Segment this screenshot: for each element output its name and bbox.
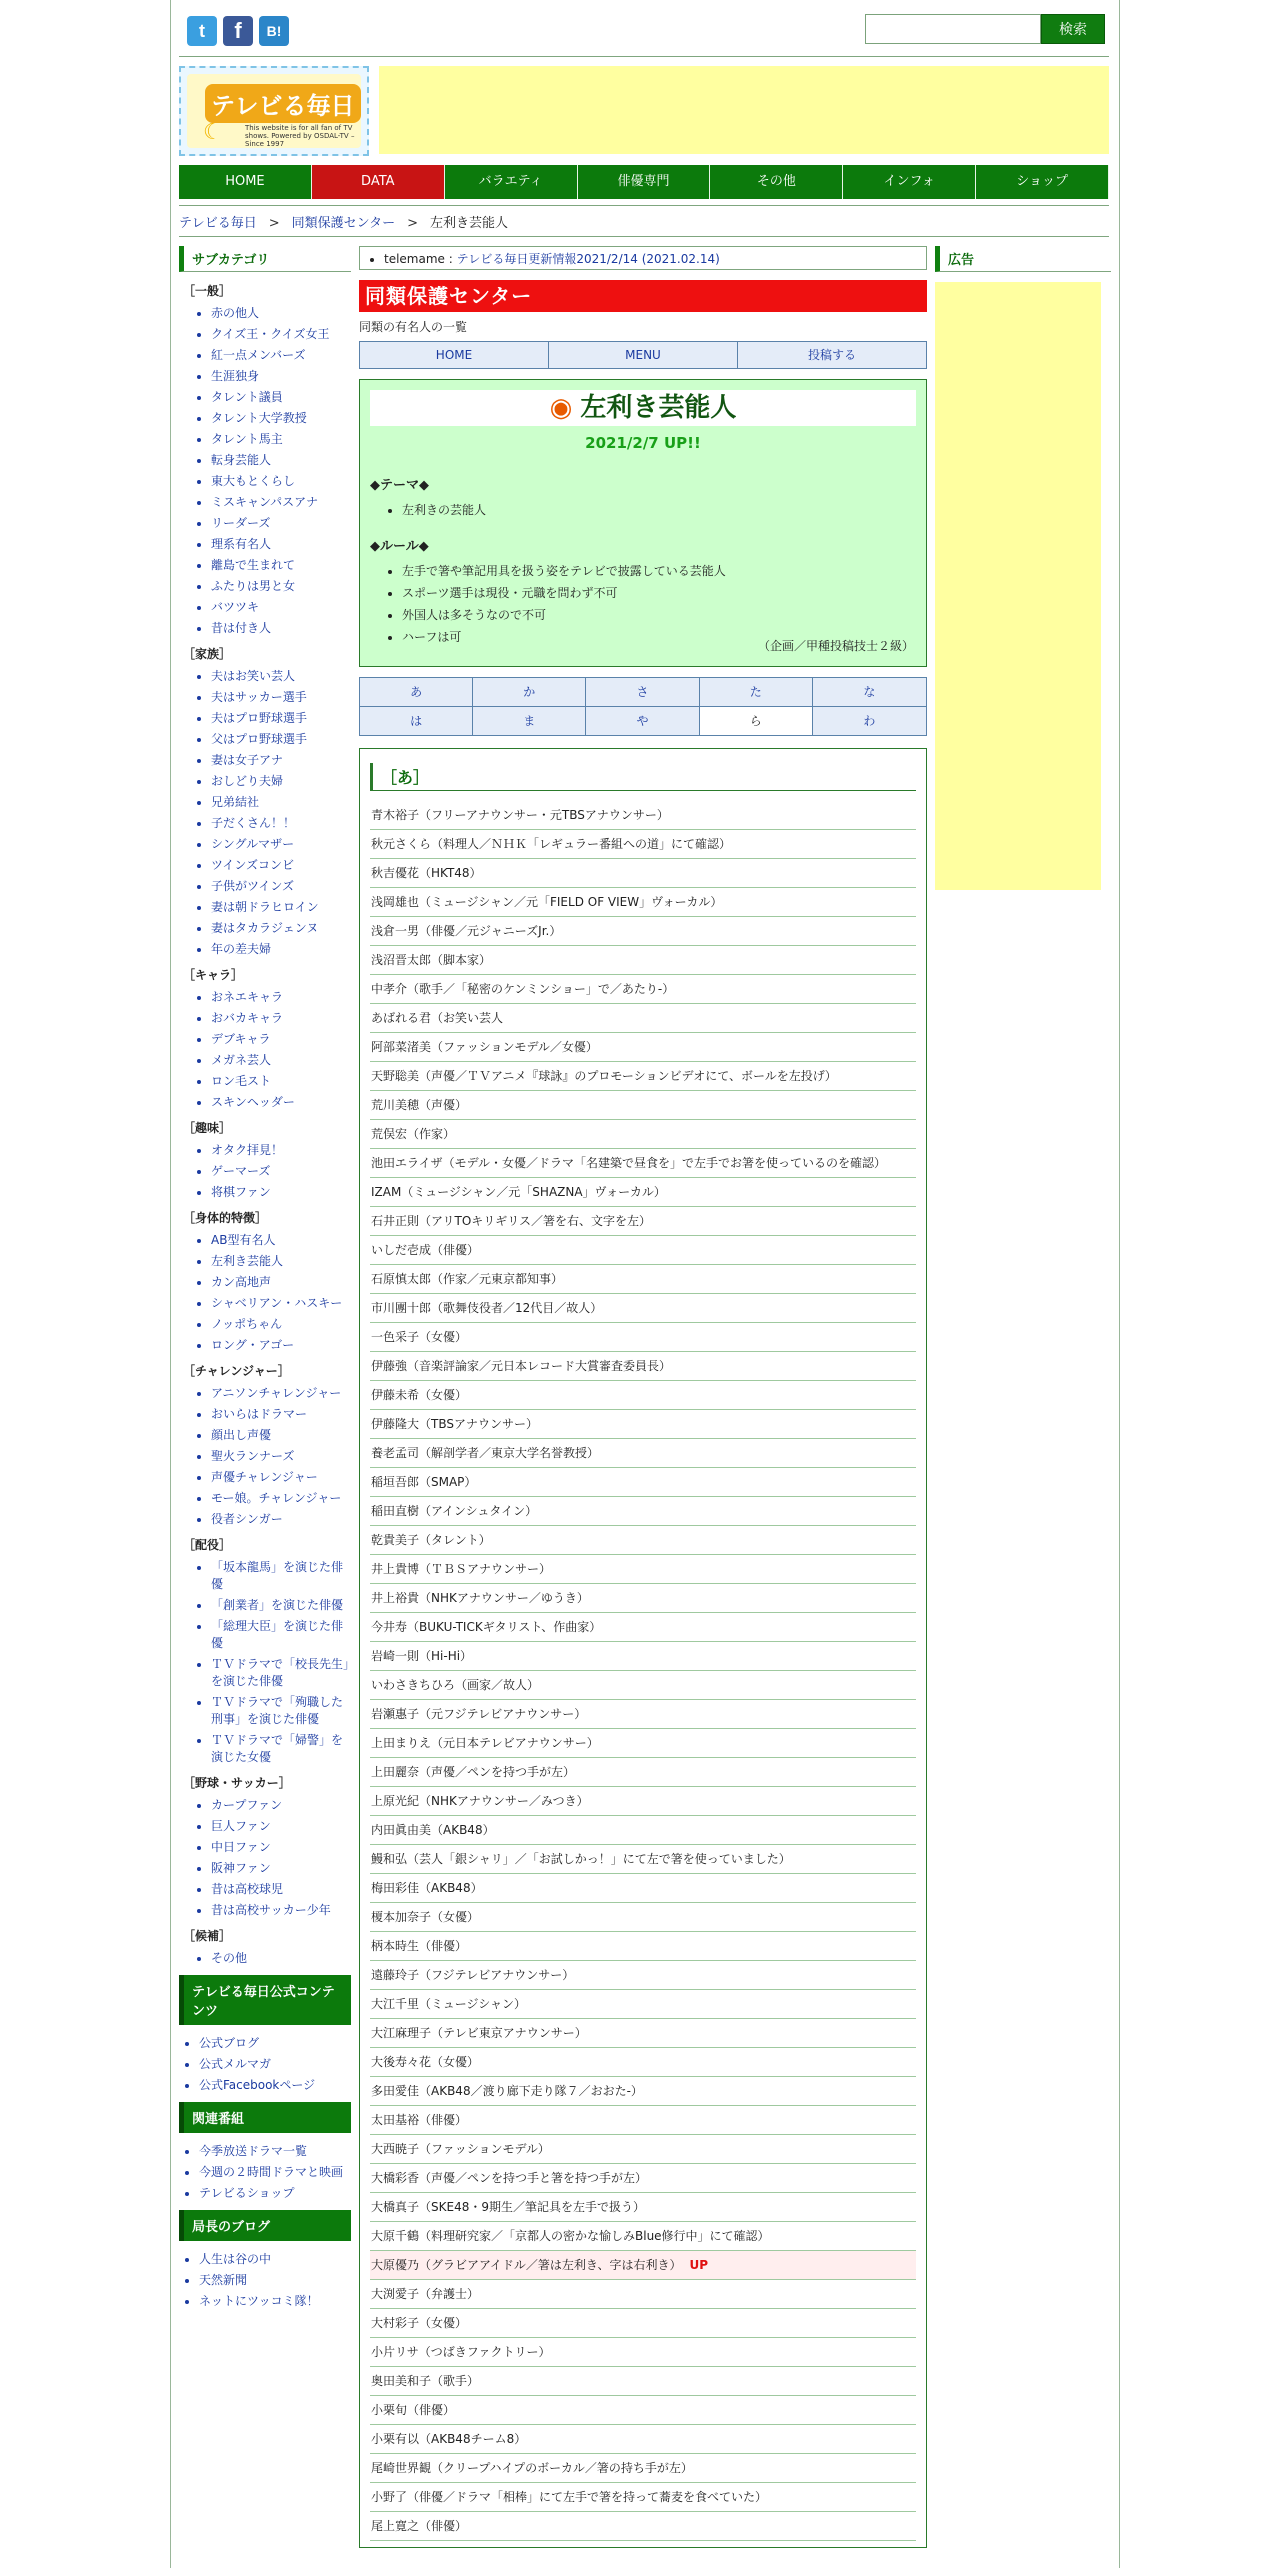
related-link[interactable]: • テレビるショップ <box>199 2185 351 2202</box>
celebrity-name: 伊藤隆大（TBSアナウンサー） <box>371 1417 538 1431</box>
topic-date: 2021/2/7 UP!! <box>585 434 701 452</box>
list-item <box>370 2454 916 2483</box>
subcategory-link[interactable]: • ノッポちゃん <box>211 1316 351 1333</box>
subcategory-link[interactable]: • 子供がツインズ <box>211 878 351 895</box>
subcategory-link[interactable]: • リーダーズ <box>211 515 351 532</box>
list-item <box>370 830 916 859</box>
celebrity-name: 伊藤強（音楽評論家／元日本レコード大賞審査委員長） <box>371 1359 672 1373</box>
celebrity-name: 奥田美和子（歌手） <box>371 2374 480 2388</box>
celebrity-name: IZAM（ミュージシャン／元「SHAZNA」ヴォーカル） <box>371 1185 666 1199</box>
subcategory-link[interactable]: • アニソンチャレンジャー <box>211 1385 351 1402</box>
subcategory-link[interactable]: • オタク拝見！ <box>211 1142 351 1159</box>
list-item <box>370 1613 916 1642</box>
celebrity-name: 稲垣吾郎（SMAP） <box>371 1475 477 1489</box>
subcategory-link[interactable]: • 夫はプロ野球選手 <box>211 710 351 727</box>
celebrity-name: 遠藤玲子（フジテレビアナウンサー） <box>371 1968 575 1982</box>
list-item <box>370 1178 916 1207</box>
celebrity-name: 浅沼晋太郎（脚本家） <box>371 953 492 967</box>
celebrity-name: 井上裕貴（NHKアナウンサー／ゆうき） <box>371 1591 589 1605</box>
subcategory-link[interactable]: • 妻はタカラジェンヌ <box>211 920 351 937</box>
subcategory-link[interactable]: • タレント議員 <box>211 389 351 406</box>
topic-title: 左利き芸能人 <box>580 393 737 423</box>
official-link[interactable]: • 公式ブログ <box>199 2035 351 2052</box>
subcategory-link[interactable]: • 「総理大臣」を演じた俳優 <box>211 1618 351 1652</box>
rule-item: • スポーツ選手は現役・元職を問わず不可 <box>402 582 916 604</box>
list-item <box>370 917 916 946</box>
search-button[interactable]: 検索 <box>1041 14 1105 44</box>
subcategory-link[interactable]: • 東大もとくらし <box>211 473 351 490</box>
list-item <box>370 1439 916 1468</box>
main-content <box>359 246 927 2548</box>
celebrity-name: 石井正則（アリTOキリギリス／箸を右、文字を左） <box>371 1214 652 1228</box>
list-item <box>370 1729 916 1758</box>
list-item <box>370 801 916 830</box>
subcategory-link[interactable]: • AB型有名人 <box>211 1232 351 1249</box>
subcategory-group-label: ［趣味］ <box>183 1121 232 1135</box>
logo-tagline: This website is for all fan of TV shows. Powered by OSDAL-TV – Since 1997 <box>245 124 355 148</box>
subcategory-link[interactable]: • 「創業者」を演じた俳優 <box>211 1597 351 1614</box>
main-nav <box>179 165 1109 199</box>
subcategory-group-label: ［配役］ <box>183 1538 232 1552</box>
blog-link[interactable]: • ネットにツッコミ隊！ <box>199 2293 351 2310</box>
celebrity-name: 上原光紀（NHKアナウンサー／みつき） <box>371 1794 589 1808</box>
related-links <box>179 2143 351 2202</box>
subcategory-link[interactable]: • シャベリアン・ハスキー <box>211 1295 351 1312</box>
list-item <box>370 2106 916 2135</box>
celebrity-name: 小栗旬（俳優） <box>371 2403 456 2417</box>
subcategory-link[interactable]: • 夫はお笑い芸人 <box>211 668 351 685</box>
list-item <box>370 1787 916 1816</box>
subcategory-list <box>179 1385 351 1528</box>
list-item <box>370 1265 916 1294</box>
topic-box <box>359 379 927 667</box>
celebrity-name: 小栗有以（AKB48チーム8） <box>371 2432 527 2446</box>
celebrity-name: 荒俣宏（作家） <box>371 1127 456 1141</box>
list-item <box>370 2193 916 2222</box>
site-logo[interactable] <box>179 66 369 156</box>
celebrity-name: 浅岡雄也（ミュージシャン／元「FIELD OF VIEW」ヴォーカル） <box>371 895 723 909</box>
celebrity-name: 中孝介（歌手／「秘密のケンミンショー」で／あたり-） <box>371 982 675 996</box>
subcategory-list <box>179 1797 351 1919</box>
list-item <box>370 1555 916 1584</box>
subcategory-link[interactable]: • ＴＶドラマで「婦警」を演じた女優 <box>211 1732 351 1766</box>
subcategory-link[interactable]: • 声優チャレンジャー <box>211 1469 351 1486</box>
kana-tab[interactable]: や <box>586 707 699 735</box>
subcategory-link[interactable]: • スキンヘッダー <box>211 1094 351 1111</box>
subcategory-list <box>179 668 351 958</box>
subcategory-list <box>179 1232 351 1354</box>
subcategory-link[interactable]: • 聖火ランナーズ <box>211 1448 351 1465</box>
subcategory-link[interactable]: • ＴＶドラマで「殉職した刑事」を演じた俳優 <box>211 1694 351 1728</box>
subcategory-link[interactable]: • ミスキャンパスアナ <box>211 494 351 511</box>
celebrity-name: 岩瀬惠子（元フジテレビアナウンサー） <box>371 1707 587 1721</box>
list-item <box>370 1700 916 1729</box>
subcategory-link[interactable]: • ふたりは男と女 <box>211 578 351 595</box>
list-item <box>370 1932 916 1961</box>
list-item <box>370 1294 916 1323</box>
celebrity-name: 稲田直樹（アインシュタイン） <box>371 1504 538 1518</box>
subcategory-link[interactable]: • 阪神ファン <box>211 1860 351 1877</box>
blog-link[interactable]: • 天然新聞 <box>199 2272 351 2289</box>
name-list <box>370 801 916 2541</box>
celebrity-name: 秋吉優花（HKT48） <box>371 866 482 880</box>
list-item <box>370 1584 916 1613</box>
subcategory-link[interactable]: • クイズ王・クイズ女王 <box>211 326 351 343</box>
subcategory-link[interactable]: • 中日ファン <box>211 1839 351 1856</box>
subcategory-group-label: ［チャレンジャー］ <box>183 1364 290 1378</box>
theme-heading: ◆テーマ◆ <box>370 478 429 493</box>
celebrity-name: 今井寿（BUKU-TICKギタリスト、作曲家） <box>371 1620 602 1634</box>
list-item <box>370 1903 916 1932</box>
related-programs-heading: 関連番組 <box>179 2102 351 2133</box>
celebrity-name: 大後寿々花（女優） <box>371 2055 480 2069</box>
celebrity-name: 市川團十郎（歌舞伎役者／12代目／故人） <box>371 1301 603 1315</box>
subcategory-list <box>179 1142 351 1201</box>
list-item <box>370 2164 916 2193</box>
kana-tab[interactable]: わ <box>813 707 926 735</box>
nav-divider <box>179 205 1109 206</box>
facebook-share-icon[interactable]: f <box>223 16 253 46</box>
subcategory-link[interactable]: • 左利き芸能人 <box>211 1253 351 1270</box>
home-button[interactable]: HOME <box>360 342 549 368</box>
list-item <box>370 2048 916 2077</box>
celebrity-name: 小野了（俳優／ドラマ「相棒」にて左手で箸を持って蕎麦を食べていた） <box>371 2490 768 2504</box>
rule-item: • 左手で箸や筆記用具を扱う姿をテレビで披露している芸能人 <box>402 560 916 582</box>
list-item <box>370 1062 916 1091</box>
list-item <box>370 1497 916 1526</box>
subcategory-link[interactable]: • 昔は高校球児 <box>211 1881 351 1898</box>
celebrity-name: 尾上寛之（俳優） <box>371 2519 468 2533</box>
subcategory-group-label: ［候補］ <box>183 1929 232 1943</box>
list-item <box>370 1468 916 1497</box>
kana-tab[interactable]: ま <box>473 707 586 735</box>
celebrity-name: 秋元さくら（料理人／ＮＨＫ「レギュラー番組への道」にて確認） <box>371 837 732 851</box>
list-item <box>370 2309 916 2338</box>
official-link[interactable]: • 公式メルマガ <box>199 2056 351 2073</box>
nav-item[interactable]: インフォ <box>843 165 976 199</box>
celebrity-name: 池田エライザ（モデル・女優／ドラマ「名建築で昼食を」で左手でお箸を使っているのを確認） <box>371 1156 887 1170</box>
subcategory-link[interactable]: • 生涯独身 <box>211 368 351 385</box>
blog-links <box>179 2251 351 2310</box>
celebrity-name: あばれる君（お笑い芸人 <box>371 1011 504 1025</box>
rule-item: • 外国人は多そうなので不可 <box>402 604 916 626</box>
list-item <box>370 2483 916 2512</box>
celebrity-name: 大渕愛子（弁護士） <box>371 2287 480 2301</box>
header-ad-banner[interactable] <box>379 66 1109 154</box>
subcategory-link[interactable]: • モー娘。チャレンジャー <box>211 1490 351 1507</box>
subcategory-link[interactable]: • 妻は朝ドラヒロイン <box>211 899 351 916</box>
list-item <box>370 1323 916 1352</box>
list-item <box>370 1961 916 1990</box>
topic-credit: （企画／甲種投稿技士２級） <box>757 639 914 653</box>
subcategory-link[interactable]: • ゲーマーズ <box>211 1163 351 1180</box>
kana-tab[interactable]: さ <box>586 678 699 707</box>
subcategory-groups <box>179 282 351 1967</box>
header-divider <box>179 56 1109 57</box>
breadcrumb-center[interactable]: 同類保護センター <box>291 216 396 231</box>
subcategory-link[interactable]: • 父はプロ野球選手 <box>211 731 351 748</box>
celebrity-name: いしだ壱成（俳優） <box>371 1243 480 1257</box>
subcategory-list <box>179 1559 351 1766</box>
blog-link[interactable]: • 人生は谷の中 <box>199 2251 351 2268</box>
list-item <box>370 1236 916 1265</box>
celebrity-name: 養老孟司（解剖学者／東京大学名誉教授） <box>371 1446 600 1460</box>
subcategory-link[interactable]: • 役者シンガー <box>211 1511 351 1528</box>
celebrity-name: いわさきちひろ（画家／故人） <box>371 1678 540 1692</box>
subcategory-link[interactable]: • おネエキャラ <box>211 989 351 1006</box>
kana-tab[interactable]: あ <box>360 678 473 707</box>
subcategory-link[interactable]: • カープファン <box>211 1797 351 1814</box>
subcategory-link[interactable]: • 年の差夫婦 <box>211 941 351 958</box>
hatena-bookmark-icon[interactable]: B! <box>259 16 289 46</box>
celebrity-name: 大原千鶴（料理研究家／「京都人の密かな愉しみBlue修行中」にて確認） <box>371 2229 770 2243</box>
celebrity-name: 石原慎太郎（作家／元東京都知事） <box>371 1272 564 1286</box>
list-item <box>370 1526 916 1555</box>
list-item <box>370 888 916 917</box>
nav-item[interactable]: バラエティ <box>445 165 578 199</box>
related-link[interactable]: • 今週の２時間ドラマと映画 <box>199 2164 351 2181</box>
director-blog-heading: 局長のブログ <box>179 2210 351 2241</box>
subcategory-link[interactable]: • ロング・アゴー <box>211 1337 351 1354</box>
subcategory-link[interactable]: • 顔出し声優 <box>211 1427 351 1444</box>
list-item <box>370 1207 916 1236</box>
nav-item[interactable]: HOME <box>179 165 312 199</box>
celebrity-name: 梅田彩佳（AKB48） <box>371 1881 483 1895</box>
subcategory-heading: サブカテゴリ <box>179 246 351 272</box>
subcategory-link[interactable]: • 兄弟結社 <box>211 794 351 811</box>
subcategory-link[interactable]: • 理系有名人 <box>211 536 351 553</box>
subcategory-link[interactable]: • おしどり夫婦 <box>211 773 351 790</box>
list-item <box>370 1642 916 1671</box>
subcategory-link[interactable]: • 紅一点メンバーズ <box>211 347 351 364</box>
subcategory-link[interactable]: • 巨人ファン <box>211 1818 351 1835</box>
celebrity-name: 小片リサ（つばきファクトリー） <box>371 2345 551 2359</box>
list-item <box>370 1033 916 1062</box>
subcategory-group-label: ［キャラ］ <box>183 968 244 982</box>
list-item <box>370 1410 916 1439</box>
celebrity-name: 天野聡美（声優／ＴＶアニメ『球詠』のプロモーションビデオにて、ボールを左投げ） <box>371 1069 837 1083</box>
celebrity-name: 伊藤未希（女優） <box>371 1388 468 1402</box>
subcategory-link[interactable]: • 転身芸能人 <box>211 452 351 469</box>
list-item <box>370 1671 916 1700</box>
list-item <box>370 1120 916 1149</box>
logo-frame <box>187 74 361 148</box>
celebrity-name: 大原優乃（グラビアアイドル／箸は左利き、字は右利き） <box>371 2258 682 2272</box>
list-item <box>370 1845 916 1874</box>
post-button[interactable]: 投稿する <box>738 342 926 368</box>
celebrity-name: 柄本時生（俳優） <box>371 1939 468 1953</box>
theme-list <box>370 499 916 521</box>
list-item <box>370 1874 916 1903</box>
telemame-box <box>359 246 927 270</box>
subcategory-link[interactable]: • 妻は女子アナ <box>211 752 351 769</box>
celebrity-name: 多田愛佳（AKB48／渡り廊下走り隊７／おおた-） <box>371 2084 643 2098</box>
subcategory-link[interactable]: • メガネ芸人 <box>211 1052 351 1069</box>
celebrity-name: 荒川美穂（声優） <box>371 1098 468 1112</box>
official-contents-heading: テレビる毎日公式コンテンツ <box>179 1975 351 2025</box>
list-item <box>370 2512 916 2541</box>
subcategory-link[interactable]: • カン高地声 <box>211 1274 351 1291</box>
kana-tab[interactable]: は <box>360 707 473 735</box>
list-item <box>370 975 916 1004</box>
kana-tab[interactable]: か <box>473 678 586 707</box>
kana-tab[interactable]: な <box>813 678 926 707</box>
kana-index <box>359 677 927 736</box>
breadcrumb-home[interactable]: テレビる毎日 <box>179 216 257 231</box>
official-link[interactable]: • 公式Facebookページ <box>199 2077 351 2094</box>
subcategory-link[interactable]: • 将棋ファン <box>211 1184 351 1201</box>
celebrity-name: 尾崎世界観（クリープハイプのボーカル／箸の持ち手が左） <box>371 2461 693 2475</box>
list-item <box>370 2019 916 2048</box>
subcategory-link[interactable]: • 赤の他人 <box>211 305 351 322</box>
subcategory-list <box>179 1950 351 1967</box>
subcategory-link[interactable]: • ツインズコンビ <box>211 857 351 874</box>
twitter-share-icon[interactable]: t <box>187 16 217 46</box>
subcategory-link[interactable]: • ロン毛スト <box>211 1073 351 1090</box>
subcategory-link[interactable]: • シングルマザー <box>211 836 351 853</box>
subcategory-link[interactable]: • バツツキ <box>211 599 351 616</box>
social-buttons <box>187 16 289 46</box>
celebrity-name: 乾貴美子（タレント） <box>371 1533 491 1547</box>
subcategory-link[interactable]: • おバカキャラ <box>211 1010 351 1027</box>
search-form <box>865 14 1105 44</box>
nav-item[interactable]: ショップ <box>976 165 1109 199</box>
menu-button[interactable]: MENU <box>549 342 738 368</box>
list-item <box>370 2222 916 2251</box>
celebrity-name: 大江麻理子（テレビ東京アナウンサー） <box>371 2026 587 2040</box>
celebrity-name: 上田まりえ（元日本テレビアナウンサー） <box>371 1736 599 1750</box>
search-input[interactable] <box>865 14 1041 44</box>
celebrity-name: 上田麗奈（声優／ペンを持つ手が左） <box>371 1765 576 1779</box>
subcategory-link[interactable]: • その他 <box>211 1950 351 1967</box>
subcategory-link[interactable]: • 昔は高校サッカー少年 <box>211 1902 351 1919</box>
celebrity-name: 大橋真子（SKE48・9期生／筆記具を左手で扱う） <box>371 2200 645 2214</box>
subcategory-link[interactable]: • 「坂本龍馬」を演じた俳優 <box>211 1559 351 1593</box>
celebrity-name: 太田基裕（俳優） <box>371 2113 468 2127</box>
subcategory-list <box>179 305 351 637</box>
celebrity-name: 青木裕子（フリーアナウンサー・元TBSアナウンサー） <box>371 808 669 822</box>
name-list-box <box>359 748 927 2548</box>
list-item <box>370 1816 916 1845</box>
kana-tab: ら <box>700 707 813 735</box>
list-item <box>370 946 916 975</box>
list-item <box>370 859 916 888</box>
related-link[interactable]: • 今季放送ドラマ一覧 <box>199 2143 351 2160</box>
logo-title: テレビる毎日 <box>205 84 361 123</box>
celebrity-name: 榎本加奈子（女優） <box>371 1910 480 1924</box>
list-item <box>370 2135 916 2164</box>
list-item <box>370 1990 916 2019</box>
rule-list <box>370 560 916 648</box>
up-badge: UP <box>689 2258 708 2272</box>
list-item <box>370 1091 916 1120</box>
subcategory-link[interactable]: • おいらはドラマー <box>211 1406 351 1423</box>
rule-heading: ◆ルール◆ <box>370 539 429 554</box>
celebrity-name: 大村彩子（女優） <box>371 2316 468 2330</box>
list-heading: ［あ］ <box>370 763 916 791</box>
kana-tab[interactable]: た <box>700 678 813 707</box>
nav-item[interactable]: その他 <box>710 165 843 199</box>
list-item <box>370 1149 916 1178</box>
list-item <box>370 2338 916 2367</box>
telemame-item: • telemame : テレビる毎日更新情報2021/2/14 (2021.02.14) <box>384 250 916 267</box>
eye-icon: ◉ <box>549 393 573 423</box>
ad-heading: 広告 <box>935 246 1111 272</box>
section-subtitle: 同類の有名人の一覧 <box>359 320 468 334</box>
subcategory-link[interactable]: • ＴＶドラマで「校長先生」を演じた俳優 <box>211 1656 351 1690</box>
subcategory-group-label: ［身体的特徴］ <box>183 1211 268 1225</box>
subcategory-group-label: ［家族］ <box>183 647 232 661</box>
list-item <box>370 1381 916 1410</box>
subcategory-group-label: ［一般］ <box>183 284 232 298</box>
celebrity-name: 浅倉一男（俳優／元ジャニーズJr.） <box>371 924 562 938</box>
list-item <box>370 1758 916 1787</box>
list-item <box>370 2367 916 2396</box>
left-sidebar <box>179 246 351 2318</box>
celebrity-name: 阿部菜渚美（ファッションモデル／女優） <box>371 1040 598 1054</box>
list-item <box>370 1004 916 1033</box>
subcategory-group-label: ［野球・サッカー］ <box>183 1776 291 1790</box>
section-title: 同類保護センター <box>359 280 927 312</box>
theme-item: • 左利きの芸能人 <box>402 499 916 521</box>
celebrity-name: 鰻和弘（芸人「銀シャリ」／「お試しかっ！」にて左で箸を使っていました） <box>371 1852 791 1866</box>
right-sidebar <box>935 246 1111 890</box>
list-item <box>370 2077 916 2106</box>
subcategory-list <box>179 989 351 1111</box>
celebrity-name: 岩崎一則（Hi-Hi） <box>371 1649 473 1663</box>
list-item <box>370 2396 916 2425</box>
list-item <box>370 1352 916 1381</box>
moon-icon: ☾ <box>203 120 223 145</box>
top-bar <box>179 14 1111 48</box>
subcategory-link[interactable]: • タレント馬主 <box>211 431 351 448</box>
breadcrumb: テレビる毎日 > 同類保護センター > 左利き芸能人 <box>179 216 509 231</box>
subcategory-link[interactable]: • 昔は付き人 <box>211 620 351 637</box>
page-container <box>170 0 1120 2568</box>
breadcrumb-divider <box>179 236 1109 237</box>
section-buttons <box>359 341 927 369</box>
sidebar-ad[interactable] <box>935 282 1101 890</box>
rule-item: • ハーフは可 <box>402 626 916 648</box>
subcategory-link[interactable]: • 夫はサッカー選手 <box>211 689 351 706</box>
celebrity-name: 井上貴博（ＴＢＳアナウンサー） <box>371 1562 552 1576</box>
celebrity-name: 内田眞由美（AKB48） <box>371 1823 495 1837</box>
celebrity-name: 一色采子（女優） <box>371 1330 468 1344</box>
telemame-link[interactable]: テレビる毎日更新情報2021/2/14 (2021.02.14) <box>456 252 720 266</box>
subcategory-link[interactable]: • デブキャラ <box>211 1031 351 1048</box>
subcategory-link[interactable]: • 離島で生まれて <box>211 557 351 574</box>
list-item <box>370 2251 916 2280</box>
subcategory-link[interactable]: • タレント大学教授 <box>211 410 351 427</box>
list-item <box>370 2280 916 2309</box>
celebrity-name: 大西暁子（ファッションモデル） <box>371 2142 550 2156</box>
breadcrumb-current: 左利き芸能人 <box>430 216 509 231</box>
nav-item[interactable]: DATA <box>312 165 445 199</box>
topic-title-bar <box>370 390 916 426</box>
list-item <box>370 2425 916 2454</box>
celebrity-name: 大江千里（ミュージシャン） <box>371 1997 526 2011</box>
official-links <box>179 2035 351 2094</box>
nav-item[interactable]: 俳優専門 <box>578 165 711 199</box>
celebrity-name: 大橋彩香（声優／ペンを持つ手と箸を持つ手が左） <box>371 2171 648 2185</box>
subcategory-link[interactable]: • 子だくさん！！ <box>211 815 351 832</box>
